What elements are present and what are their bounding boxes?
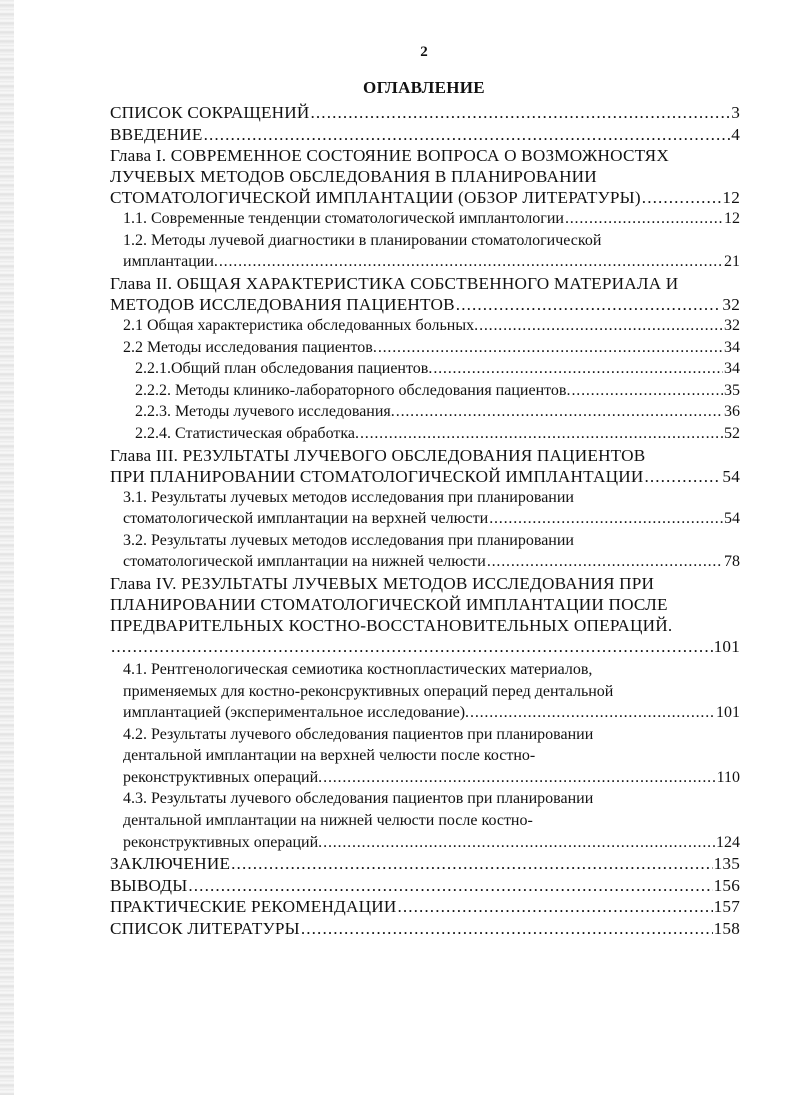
toc-entry-findings[interactable] <box>110 875 740 897</box>
toc-entry-text: дентальной имплантации на нижней челюсти после костно- <box>123 812 533 830</box>
toc-page-number: 158 <box>713 919 740 939</box>
toc-entry-chapter-3[interactable] <box>110 445 740 487</box>
toc-page-number: 124 <box>716 833 740 851</box>
toc-entry-text: ПЛАНИРОВАНИИ СТОМАТОЛОГИЧЕСКОЙ ИМПЛАНТАЦИИ ПОСЛЕ <box>110 594 668 614</box>
toc-page-number: 78 <box>724 553 740 571</box>
toc-page-number: 36 <box>724 403 740 421</box>
toc-entry-text: имплантацией (экспериментальное исследование). <box>123 704 470 722</box>
dot-leader <box>397 896 712 918</box>
toc-page-number: 35 <box>724 381 740 399</box>
dot-leader <box>378 337 723 359</box>
dot-leader <box>470 702 715 724</box>
toc-entry-text: 2.1 Общая характеристика обследованных больных. <box>123 316 479 334</box>
toc-entry-1-1[interactable] <box>110 208 740 230</box>
toc-entry-text: 4.3. Результаты лучевого обследования пациентов при планировании <box>123 790 594 808</box>
dot-leader <box>396 401 723 423</box>
toc-page-number: 135 <box>713 854 740 874</box>
toc-page-number: 3 <box>731 103 740 122</box>
toc-entry-text: реконструктивных операций. <box>123 768 323 786</box>
toc-entry-text: 4.2. Результаты лучевого обследования пациентов при планировании <box>123 725 594 743</box>
toc-entry-text: ЗАКЛЮЧЕНИЕ <box>110 854 231 874</box>
toc-entry-text: реконструктивных операций. <box>123 833 323 851</box>
toc-entry-text: применяемых для костно-реконсруктивных операций перед дентальной <box>123 682 614 700</box>
scan-edge-artifact <box>0 0 14 1095</box>
dot-leader <box>644 466 721 487</box>
toc-entry-text: Глава III. РЕЗУЛЬТАТЫ ЛУЧЕВОГО ОБСЛЕДОВАНИЯ ПАЦИЕНТОВ <box>110 445 646 465</box>
toc-page-number: 34 <box>724 360 740 378</box>
dot-leader <box>456 294 722 315</box>
toc-entry-text: ВЫВОДЫ <box>110 875 188 895</box>
toc-entry-text: 3.1. Результаты лучевых методов исследования при планировании <box>123 488 574 506</box>
toc-entry-chapter-1[interactable] <box>110 145 740 208</box>
toc-entry-text: дентальной имплантации на верхней челюсти после костно- <box>123 747 536 765</box>
toc-page-number: 32 <box>722 294 740 314</box>
dot-leader <box>487 551 723 573</box>
toc-entry-2-2-3[interactable] <box>110 401 740 423</box>
dot-leader <box>111 636 713 657</box>
toc-entry-text: Глава II. ОБЩАЯ ХАРАКТЕРИСТИКА СОБСТВЕННОГО МАТЕРИАЛА И <box>110 273 679 293</box>
dot-leader <box>571 380 723 402</box>
toc-entry-text: 1.2. Методы лучевой диагностики в планировании стоматологической <box>123 231 602 249</box>
toc-entry-text: ЛУЧЕВЫХ МЕТОДОВ ОБСЛЕДОВАНИЯ В ПЛАНИРОВАНИИ <box>110 167 597 187</box>
toc-entry-text: 2.2.1.Общий план обследования пациентов. <box>135 360 433 378</box>
toc-entry-1-2[interactable] <box>110 230 740 273</box>
dot-leader <box>360 423 723 445</box>
toc-entry-text: 2.2.4. Статистическая обработка. <box>135 424 359 442</box>
toc-page-number: 157 <box>713 897 740 917</box>
toc-page-number: 54 <box>724 510 740 528</box>
page-number: 2 <box>420 44 428 60</box>
toc-entry-4-1[interactable] <box>110 659 740 724</box>
toc-entry-4-3[interactable] <box>110 788 740 853</box>
toc-entry-recommendations[interactable] <box>110 896 740 918</box>
toc-page-number: 34 <box>724 338 740 356</box>
dot-leader <box>219 251 723 273</box>
toc-entry-2-2[interactable] <box>110 337 740 359</box>
toc-page-number: 12 <box>724 210 740 228</box>
toc-page-number: 156 <box>713 875 740 895</box>
toc-entry-text: СПИСОК СОКРАЩЕНИЙ <box>110 103 310 122</box>
toc-entry-2-2-4[interactable] <box>110 423 740 445</box>
toc-page-number: 110 <box>716 768 740 786</box>
toc-entry-4-2[interactable] <box>110 724 740 789</box>
toc-entry-text: ВВЕДЕНИЕ <box>110 124 203 144</box>
dot-leader <box>479 315 723 337</box>
toc-entry-text: имплантации. <box>123 253 218 271</box>
dot-leader <box>642 187 722 208</box>
toc-entry-introduction[interactable] <box>110 124 740 146</box>
toc-entry-text: Глава I. СОВРЕМЕННОЕ СОСТОЯНИЕ ВОПРОСА О ВОЗМОЖНОСТЯХ <box>110 146 669 166</box>
toc-entry-text: 2.2 Методы исследования пациентов. <box>123 338 377 356</box>
dot-leader <box>231 853 712 875</box>
dot-leader <box>204 124 731 146</box>
toc-entry-text: МЕТОДОВ ИССЛЕДОВАНИЯ ПАЦИЕНТОВ <box>110 294 455 314</box>
dot-leader <box>565 208 723 230</box>
toc-page-number: 52 <box>724 424 740 442</box>
dot-leader <box>311 102 731 124</box>
toc-page-number: 101 <box>713 636 740 656</box>
toc-entry-text: 1.1. Современные тенденции стоматологической имплантологии <box>123 210 564 228</box>
toc-entry-text: 4.1. Рентгенологическая семиотика костнопластических материалов, <box>123 660 593 678</box>
dot-leader <box>433 358 723 380</box>
toc-entry-3-2[interactable] <box>110 530 740 573</box>
toc-entry-2-2-1[interactable] <box>110 358 740 380</box>
toc-page-number: 12 <box>722 188 740 208</box>
toc-entry-text: стоматологической имплантации на нижней челюсти <box>123 553 486 571</box>
toc-entry-conclusion[interactable] <box>110 853 740 875</box>
toc-page-number: 4 <box>731 124 740 144</box>
dot-leader <box>188 875 712 897</box>
toc-entry-text: СТОМАТОЛОГИЧЕСКОЙ ИМПЛАНТАЦИИ (ОБЗОР ЛИТЕРАТУРЫ) <box>110 188 641 208</box>
toc-entry-text: ПРАКТИЧЕСКИЕ РЕКОМЕНДАЦИИ <box>110 897 397 917</box>
toc-entry-text: 2.2.3. Методы лучевого исследования. <box>135 403 395 421</box>
toc-entry-chapter-4[interactable] <box>110 573 740 657</box>
toc-entry-chapter-2[interactable] <box>110 273 740 315</box>
dot-leader <box>301 918 713 940</box>
toc-entry-text: СПИСОК ЛИТЕРАТУРЫ <box>110 919 300 939</box>
dot-leader <box>323 767 715 789</box>
toc-entry-text: ПРИ ПЛАНИРОВАНИИ СТОМАТОЛОГИЧЕСКОЙ ИМПЛАНТАЦИИ <box>110 466 644 486</box>
toc-entry-2-2-2[interactable] <box>110 380 740 402</box>
toc-entry-references[interactable] <box>110 918 740 940</box>
toc-entry-2-1[interactable] <box>110 315 740 337</box>
toc-entry-text: Глава IV. РЕЗУЛЬТАТЫ ЛУЧЕВЫХ МЕТОДОВ ИССЛЕДОВАНИЯ ПРИ <box>110 573 655 593</box>
toc-page-number: 21 <box>724 253 740 271</box>
dot-leader <box>489 508 723 530</box>
toc-title: ОГЛАВЛЕНИЕ <box>363 78 485 97</box>
toc-page-number: 32 <box>724 316 740 334</box>
toc-entry-text: стоматологической имплантации на верхней челюсти <box>123 510 489 528</box>
table-of-contents <box>110 102 740 940</box>
toc-entry-abbreviations[interactable] <box>110 102 740 124</box>
dot-leader <box>323 832 715 854</box>
toc-entry-text: ПРЕДВАРИТЕЛЬНЫХ КОСТНО-ВОССТАНОВИТЕЛЬНЫХ ОПЕРАЦИЙ. <box>110 615 673 635</box>
toc-page-number: 101 <box>716 704 740 722</box>
toc-entry-3-1[interactable] <box>110 487 740 530</box>
toc-entry-text: 2.2.2. Методы клинико-лабораторного обследования пациентов. <box>135 381 571 399</box>
toc-entry-text: 3.2. Результаты лучевых методов исследования при планировании <box>123 531 574 549</box>
toc-page-number: 54 <box>722 466 740 486</box>
